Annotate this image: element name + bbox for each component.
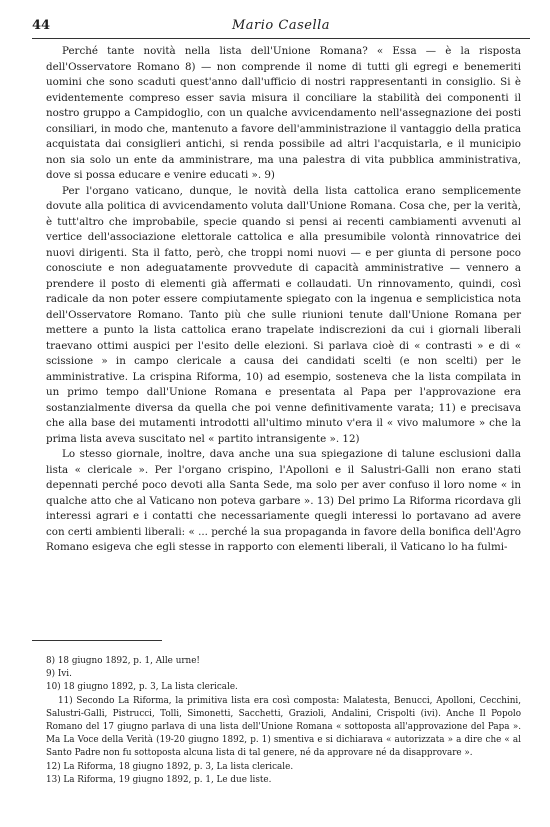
footnote: 8) 18 giugno 1892, p. 1, Alle urne! [46,656,200,666]
footnote: 12) La Riforma, 18 giugno 1892, p. 3, La lista clericale. [46,761,294,772]
running-header [32,18,530,40]
footnote: 10) 18 giugno 1892, p. 3, La lista clericale. [46,682,238,693]
page-number: 44 [32,18,51,33]
footnote: 11) Secondo La Riforma, la primitiva lista era così composta: Malatesta, Benucci, Apolloni, Cecchini, Salustri-Galli, Pistrucci, Tolli, Simonetti, Sacchetti, Grazioli, Andalini, Crispolti (ivi). Anche Il Popolo Romano del 17 giugno parlava di una lista dell'Unione Romana « sottoposta all'approvazione del Papa ». Ma La Voce della Verità (19-20 giugno 1892, p. 1) smentiva e si dichiarava « autorizzata » a dire che « al Santo Padre non fu sottoposta alcuna lista di tal genere, né da approvare né da disapprovare ». [46,695,521,759]
footnote-separator [32,640,162,641]
body-paragraph: Per l'organo vaticano, dunque, le novità della lista cattolica erano semplicemente dovute alla politica di avvicendamento voluta dall'Unione Romana. Cosa che, per la verità, è tutt'altro che improbabile, specie quando si pensi ai recenti cambiamenti avvenuti al vertice dell'associazione elettorale cattolica e alla presumibile volontà rinnovatrice dei nuovi dirigenti. Sta il fatto, però, che troppi nomi nuovi — e per giunta di persone poco conosciute e non adeguatamente provvedute di capacità amministrative — vennero a prendere il posto di elementi già affermati e collaudati. Un rinnovamento, quindi, così radicale da non poter essere compiutamente spiegato con la ingenua e semplicistica nota dell'Osservatore Romano. Tanto più che sulle riunioni tenute dall'Unione Romana per mettere a punto la lista cattolica erano trapelate indiscrezioni da cui i giornali liberali traevano ottimi auspici per l'esito delle elezioni. Si parlava cioè di « contrasti » e di « scissione » in campo clericale a causa dei candidati scelti (e non scelti) per le amministrative. La crispina Riforma, 10) ad esempio, sosteneva che la lista compilata in un primo tempo dall'Unione Romana e presentata al Papa per l'approvazione era sostanzialmente diversa da quella che poi venne definitivamente varata; 11) e precisava che alla base dei mutamenti introdotti all'ultimo minuto v'era il « vivo malumore » che la prima lista aveva suscitato nel « partito intransigente ». 12) [46,184,521,445]
footnote: 9) Ivi. [46,669,72,680]
footnotes [46,655,521,787]
footnote: 13) La Riforma, 19 giugno 1892, p. 1, Le due liste. [46,774,272,785]
body-paragraph: Perché tante novità nella lista dell'Unione Romana? « Essa — è la risposta dell'Osservatore Romano 8) — non comprende il nome di tutti gli egregi e benemeriti uomini che sono scaduti quest'anno dall'ufficio di nostri rappresentanti in consiglio. Si è evidentemente compreso esser savia misura il conciliare la stabilità dei componenti il nostro gruppo a Campidoglio, con un qualche avvicendamento nell'assegnazione dei posti consiliari, in modo che, mantenuto a favore dell'amministrazione il vantaggio della pratica acquistata dai consiglieri antichi, si renda possibile ad altri l'acquistarla, e il municipio non sia solo un ente da amministrare, ma una palestra di vita pubblica amministrativa, dove si possa educare e venire educati ». 9) [46,45,521,181]
main-text [46,44,521,556]
body-paragraph: Lo stesso giornale, inoltre, dava anche una sua spiegazione di talune esclusioni dalla lista « clericale ». Per l'organo crispino, l'Apolloni e il Salustri-Galli non erano stati depennati perché poco devoti alla Santa Sede, ma solo per aver confuso il loro nome « in qualche atto che al Vaticano non poteva garbare ». 13) Del primo La Riforma ricordava gli interessi agrari e i contatti che necessariamente quegli interessi lo portavano ad avere con certi ambienti liberali: « ... perché la sua propaganda in favore della bonifica dell'Agro Romano esigeva che egli stesse in rapporto con elementi liberali, il Vaticano lo ha fulmi- [46,448,521,553]
header-rule [32,38,530,39]
running-head-author: Mario Casella [232,18,331,33]
